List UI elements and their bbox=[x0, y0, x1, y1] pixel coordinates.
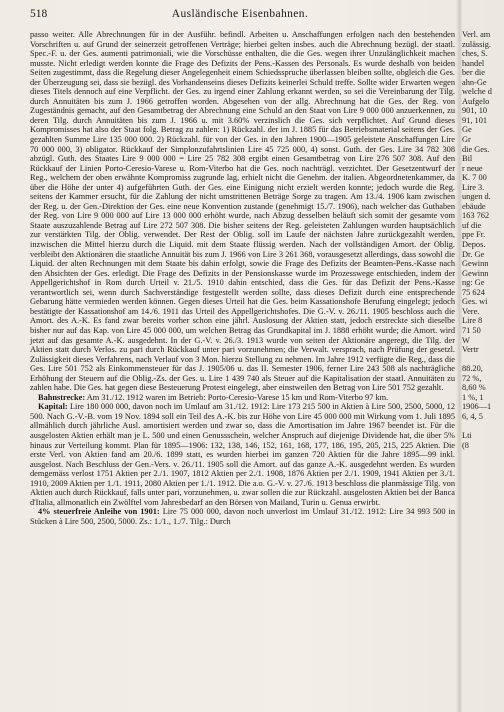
margin-fragment bbox=[462, 689, 504, 699]
margin-fragment: uf die bbox=[462, 220, 482, 230]
margin-fragment: Ge bbox=[462, 125, 472, 135]
margin-fragment: Lire 8 bbox=[462, 316, 483, 326]
margin-fragment: 1 %, 1 bbox=[462, 392, 484, 402]
margin-fragment: ahn-Ge bbox=[462, 77, 487, 87]
margin-fragment bbox=[462, 612, 504, 622]
margin-fragment bbox=[462, 584, 504, 594]
margin-fragment bbox=[462, 631, 504, 641]
margin-fragment bbox=[462, 670, 504, 680]
section-text-bahnstrecke: Am 31./12. 1912 waren im Betrieb: Porto-Ceresio-Varese 15 km und Rom-Viterbo 97 km. bbox=[85, 392, 389, 402]
margin-fragment: Lire 3. bbox=[462, 182, 485, 192]
margin-fragment bbox=[462, 536, 504, 546]
margin-fragment bbox=[462, 565, 504, 575]
margin-fragment bbox=[462, 708, 504, 712]
margin-fragment: Verl. am bbox=[462, 30, 491, 39]
margin-fragment bbox=[462, 574, 504, 584]
margin-fragment bbox=[462, 507, 504, 517]
page-header bbox=[30, 8, 450, 24]
margin-fragment bbox=[462, 555, 504, 565]
margin-fragment bbox=[462, 641, 504, 651]
margin-fragment bbox=[462, 469, 504, 479]
margin-fragment bbox=[462, 546, 504, 556]
margin-fragment bbox=[462, 593, 504, 603]
margin-fragment: 6, 4, 5 bbox=[462, 411, 483, 421]
margin-fragment: Gr bbox=[462, 135, 471, 145]
margin-fragment: K. 7 00 bbox=[462, 173, 487, 183]
margin-fragment: Gewinn bbox=[462, 268, 489, 278]
margin-fragment bbox=[462, 355, 504, 365]
page-number: 518 bbox=[30, 8, 48, 20]
margin-fragment: 1906—1 bbox=[462, 402, 492, 412]
margin-fragment: handel bbox=[462, 58, 485, 68]
main-text-column bbox=[30, 30, 455, 526]
margin-fragment bbox=[462, 421, 504, 431]
section-text-kapital: Lire 180 000 000, davon noch im Umlauf am 31./12. 1912: Lire 173 215 500 in Aktien à Lire 500, 2500, 5000, 12 500. Nach G.-V.-B. vom 19 Nov. 1894 soll ein Teil des A.-K. bis zur Höhe von Lire 45 000 000 mit Wirkung vom 1. Juli 1895 allmählich durch jährliche Ausl. amortisiert werden und zwar so, dass die Amortisation im Jahre 1967 beendet ist. Für die ausgelosten Aktien erhält man je L. 500 und einen Genussschein, welcher Anspruch auf diejenige Dividende hat, die über 5% hinaus zur Verteilung kommt. Plan für 1895—1906: 132, 138, 146, 152, 161, 168, 177, 186, 195, 205, 215, 225 Aktien. Die erste Verl. von Aktien fand am 20./6. 1899 statt, es wurden hierbei im ganzen 720 Aktien für die Jahre 1895—99 inkl. ausgelost. Nach Beschluss der Gen.-Vers. v. 26./11. 1905 soll die Amort. auf das ganze A.-K. ausgedehnt werden. Es wurden demgemäss verlost 1751 Aktien per 2./1. 1907, 1812 Aktien per 2./1. 1908, 1876 Aktien per 2./1. 1909, 1941 Aktien per 3./1. 1910, 2009 Aktien per 1./1. 1911, 2080 Aktien per 1./1. 1912. Die a.o. G.-V. v. 27./6. 1913 beschloss die planmässige Tilg. von Aktien auch durch Rückkauf, falls unter pari, vorzunehmen, u. zwar sollen die zur Rückzahl. ausgelosten Aktien bei der Banca d'Italia, allmonatlich ein Zwölftel vom Jahresbedarf an den Börsen von Mailand, Turin u. Genua erwirbt. bbox=[30, 402, 455, 507]
margin-fragment bbox=[462, 698, 504, 708]
margin-fragment: ches, S. bbox=[462, 49, 488, 59]
section-label-kapital: Kapital: bbox=[38, 402, 68, 412]
paragraph-history: passo weiter. Alle Abrechnungen für in der Ausführ. befindl. Arbeiten u. Anschaffungen erfolgen nach den bestehenden Vorschriften u. auf Grund der seinerzeit getroffenen Verträge; hierbei gelten insbes. auch die Abrechnung bezügl. der staatl. Spec.-F. u. der Ges. aumenti patrimoniali, wie die Vorschüsse enthalten, die die Ges. wegen ihrer Unzulänglichkeit machen musste. Nicht erledigt werden konnte die Frage des Defizits der Pens.-Kassen des Personals. Es wurde deshalb von beiden Seiten zugestimmt, dass die Regelung dieser Angelegenheit einem Schiedsspruche überlassen bleiben sollte, obgleich die Ges. der Überzeugung sei, dass sie bezügl. des Vorhandenseins dieses Defizits keinerlei Schuld treffe. Sollte wider Erwarten wegen dieses Titels dennoch auf eine Verpflicht. der Ges. zu irgend einer Zahlung erkannt werden, so sei die Vereinbarung der Tilg. durch Annuitäten bis zum J. 1966 getroffen worden. Abgesehen von der allg. Abrechnung hat die Ges. der Reg. von Zugeständnis gemacht, auf den Gesamtbetrag der Abrechnung eine Schuld an den Staat von Lire 9 000 000 anzuerkennen, zu deren Tilg. durch Annuitäten bis zum J. 1966 u. mit 3.60% verzinslich die Ges. sich verpflichtet. Auf Grund dieses Kompromisses hat also der Staat folg. Betrag zu zahlen: 1) Rückzahl. der im J. 1885 für das Betriebsmaterial seitens der Ges. gezahlten Summe Lire 135 000 000. 2) Rückzahl. für von der Ges. in den Jahren 1900—1905 geleistete Anschaffungen Lire 70 000 000, 3) obligator. Rückkauf der Simplonzufahrtslinien Lire 45 725 000, 4) sonst. Guth. der Ges. Lire 34 782 308 abzügl. Guth. des Staates Lire 9 000 000 = Lire 25 782 308 ergibt einen Gesamtbetrag von Lire 276 507 308. Auf den Rückkauf der Linien Porto-Ceresio-Varese u. Rom-Viterbo hat die Ges. noch nachträgl. verzichtet. Der Gesetzentwurf der Reg., welchem der oben erwähnte Kompromiss zugrunde lag, erhielt nicht die Genehm. der italien. Abgeordnetenkammer, da über die Höhe der unter 4) aufgeführten Guth. der Ges. eine Einigung nicht erzielt werden konnte; jedoch wurde die Reg. seitens der Kammer ersucht, für die Zahlung der nicht umstrittenen Beträge Sorge zu tragen. Am 13./4. 1906 kam zwischen der Reg. u. der Gen.-Direktion der Ges. eine neue Konvention zustande (genehmigt 15./7. 1906), nach welcher das Guthaben der Reg. von Lire 9 000 000 auf Lire 13 000 000 erhöht wurde, nach Abzug desselben beläuft sich somit der gesamte vom Staate auszuzahlende Betrag auf Lire 272 507 308. Die bisher seitens der Reg. geleisteten Zahlungen wurden hauptsächlich zur verstärkten Tilg. der Oblig. verwendet. Der Rest der Oblig. soll im Laufe der nächsten Jahre zurückgezahlt werden, inzwischen die Mittel hierzu durch die Liquid. mit dem Staate flüssig werden. Nach der vollständigen Amort. der Oblig. verbleibt den Aktionären die staatliche Annuität bis zum J. 1966 von Lire 3 261 368, vorausgesetzt allerdings, dass sowohl die Liquid. der alten Rechnungen mit dem Staate bis dahin erfolgt, sowie die Frage des Defizits der Beamten-Pens.-Kasse nach den Absichten der Ges. erledigt. Die Frage des Defizits in der Pensionskasse wurde im Prozesswege entschieden, indem der Appellgerichtshof in Rom durch Urteil v. 21./5. 1910 dahin entschied, dass die Ges. für das Defizit der Pens.-Kasse verantwortlich sei, wenn durch Sachverständige festgestellt werden sollte, dass dieses Defizit durch eine entsprechende Gebarung hätte vermieden werden können. Gegen dieses Urteil hat die Ges. beim Kassationshofe Berufung eingelegt; jedoch bestätigte der Kassationshof am 14./6. 1911 das Urteil des Appellgerichtshofes. Die G.-V. v. 26./11. 1905 beschloss auch die Amort. des A.-K. Es fand zwar bereits vorher schon eine jährl. Auslosung der Aktien statt, jedoch erstreckte sich dieselbe bisher nur auf das Kap. von Lire 45 000 000, um welchen Betrag das Grundkapital im J. 1888 erhöht wurde; die Amort. wird jetzt auf das gesamte A.-K. ausgedehnt. In der G.-V. v. 26./3. 1913 wurde von seiten der Aktionäre angeregt, die Tilg. der Aktien statt durch Verlos. zu pari durch Rückkauf unter pari vorzunehmen; die Verwalt. versprach, nach Prüfung der gesetzl. Zulässigkeit dieses Verfahrens, nach Verlauf von 3 Mon. hierzu Stellung zu nehmen. Im Jahre 1912 verfügte die Reg., dass die Ges. Lire 501 752 als Einkommensteuer für das J. 1905/06 u. das II. Semester 1906, ferner Lire 243 508 als nachträgliche Erhöhung der Steuern auf die Oblig.-Zs. der Ges. u. Lire 1 439 740 als Steuer auf die Kapitalisation der staatl. Annuitäten zu zahlen habe. Die Ges. hat gegen diese Besteuerung Protest eingelegt, aber einstweilen den Betrag von Lire 501 752 gezahlt. bbox=[30, 30, 455, 393]
margin-fragment: Depos. bbox=[462, 240, 486, 250]
margin-fragment: 71 50 bbox=[462, 325, 481, 335]
margin-fragment bbox=[462, 526, 504, 536]
margin-fragment: ng: Ge bbox=[462, 278, 485, 288]
margin-fragment bbox=[462, 622, 504, 632]
margin-fragment: Vere. bbox=[462, 306, 480, 316]
margin-fragment bbox=[462, 651, 504, 661]
margin-fragment: 75 624 bbox=[462, 287, 485, 297]
margin-fragment: Vertr bbox=[462, 345, 479, 355]
margin-fragment: Ges. wi bbox=[462, 297, 488, 307]
margin-fragment: zulässig. bbox=[462, 39, 491, 49]
margin-fragment: Gewinn bbox=[462, 259, 489, 269]
margin-fragment: 72 %, bbox=[462, 373, 482, 383]
margin-fragment: 91, 101 bbox=[462, 115, 488, 125]
paragraph-anleihe bbox=[30, 507, 455, 526]
margin-fragment: ebäude bbox=[462, 201, 486, 211]
margin-fragment: W bbox=[462, 335, 470, 345]
margin-fragment: ber die bbox=[462, 68, 485, 78]
margin-fragment: Bil bbox=[462, 154, 473, 164]
margin-fragment: die Ges. bbox=[462, 144, 490, 154]
margin-fragment: 8,60 % bbox=[462, 383, 486, 393]
section-label-anleihe: 4% steuerfreie Anleihe von 1901: bbox=[38, 507, 160, 517]
margin-fragment: Dr. Ge bbox=[462, 249, 485, 259]
adjacent-page-fragments bbox=[462, 30, 504, 712]
margin-fragment bbox=[462, 660, 504, 670]
margin-fragment bbox=[462, 498, 504, 508]
paragraph-kapital bbox=[30, 402, 455, 507]
margin-fragment: Lti bbox=[462, 430, 472, 440]
running-title: Ausländische Eisenbahnen. bbox=[171, 8, 309, 20]
margin-fragment: 163 762 bbox=[462, 211, 490, 221]
margin-fragment: welche d bbox=[462, 87, 492, 97]
margin-fragment bbox=[462, 603, 504, 613]
margin-fragment: 901, 10 bbox=[462, 106, 488, 116]
margin-fragment: 88.20, bbox=[462, 364, 483, 374]
margin-fragment bbox=[462, 679, 504, 689]
margin-fragment bbox=[462, 479, 504, 489]
margin-fragment: r neue bbox=[462, 163, 483, 173]
section-text-anleihe: Lire 75 000 000, davon noch unverlost im Umlauf 31./12. 1912: Lire 34 993 500 in Stücken à Lire 500, 2500, 5000. Zs.: 1./1., 1./7. Tilg.: Durch bbox=[30, 507, 456, 526]
margin-fragment bbox=[462, 450, 504, 460]
paragraph-bahnstrecke bbox=[30, 393, 455, 403]
margin-fragment: Aufgelo bbox=[462, 96, 490, 106]
margin-fragment: ungen d. bbox=[462, 192, 491, 202]
margin-fragment bbox=[462, 517, 504, 527]
margin-fragment: (8 bbox=[462, 440, 469, 450]
margin-fragment bbox=[462, 460, 504, 470]
section-label-bahnstrecke: Bahnstrecke: bbox=[38, 392, 86, 402]
margin-fragment: ppe Fr. bbox=[462, 230, 486, 240]
margin-fragment bbox=[462, 488, 504, 498]
